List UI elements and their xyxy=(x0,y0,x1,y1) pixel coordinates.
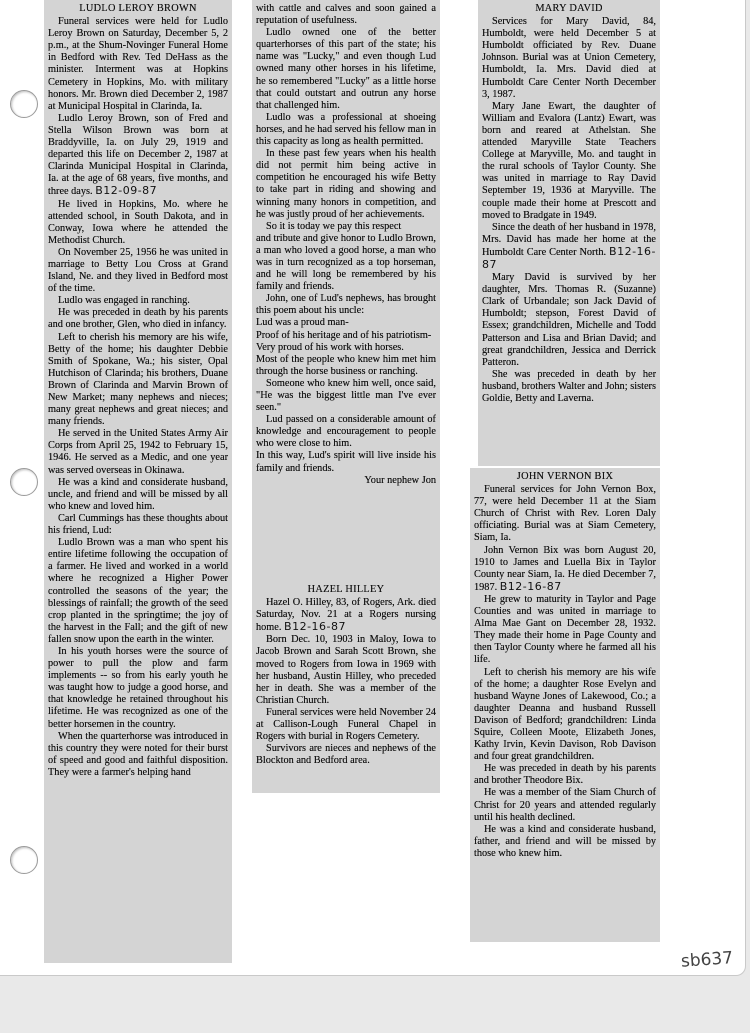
paragraph: He was a member of the Siam Church of Christ for 20 years and attended regularly until his health declined. xyxy=(474,787,656,823)
paragraph: Services for Mary David, 84, Humboldt, were held December 5 at Humboldt officiated by Rev. Duane Johnson. Burial was at Union Cemetery, Humboldt, Ia. Mrs. David died at Humboldt Care Center North December 3, 1987. xyxy=(482,16,656,100)
signature: Your nephew Jon xyxy=(364,474,436,486)
paragraph: When the quarterhorse was introduced in this country they were noted for their burst of speed and good and faithful disposition. They were a farmer's helping hand xyxy=(48,730,228,778)
paragraph: He was preceded in death by his parents and brother Theodore Bix. xyxy=(474,763,656,787)
paragraph: So it is today we pay this respect xyxy=(266,220,402,232)
binder-hole-bottom xyxy=(10,846,38,874)
paragraph: Ludlo owned one of the better quarterhorses of this part of the state; his name was "Lucky," and even though Lud owned many other horses in his lifetime, he so remembered "Lucky" as a little horse that could outstart and outrun any horse that challenged him. xyxy=(256,27,436,111)
paragraph: She was preceded in death by her husband, brothers Walter and John; sisters Goldie, Betty and Laverna. xyxy=(482,368,656,404)
paragraph: Funeral services were held November 24 at Callison-Lough Funeral Chapel in Rogers with burial in Rogers Cemetery. xyxy=(256,706,436,743)
paragraph: Since the death of her husband in 1978, Mrs. David has made her home at the Humboldt Care Center North. B12-16-87 xyxy=(482,221,657,271)
paragraph: John, one of Lud's nephews, has brought this poem about his uncle: xyxy=(256,293,436,317)
paragraph: He lived in Hopkins, Mo. where he attended school, in South Dakota, and in Conway, Iowa where he attended the Methodist Church. xyxy=(48,198,228,246)
paragraph: with cattle and calves and soon gained a reputation of usefulness. xyxy=(256,3,436,27)
paragraph: He served in the United States Army Air Corps from April 25, 1942 to February 15, 1946. He served as a Medic, and one year was served overseas in Okinawa. xyxy=(48,428,228,476)
paragraph: On November 25, 1956 he was united in marriage to Betty Lou Cross at Grand Island, Ne. and they lived in Bedford most of the time. xyxy=(48,246,228,295)
paragraph: Left to cherish his memory are his wife, Betty of the home; his daughter Debbie Smith of Spokane, Wa.; his sister, Opal Hutchison of Clarinda; his brothers, Duane Brown of Clarinda and Marvin Brown of New Market; many nephews and nieces; many great nephews and great nieces; and many friends. xyxy=(48,331,228,428)
paragraph: He was a kind and considerate husband, uncle, and friend and will be missed by all who knew and loved him. xyxy=(48,476,228,512)
binder-hole-top xyxy=(10,90,38,118)
paragraph: He grew to maturity in Taylor and Page Counties and was united in marriage to Alma Mae Gant on December 28, 1932. They made their home in Page County and then Taylor County where he farmed all his life. xyxy=(474,593,656,666)
poem: Lud was a proud man- Proof of his heritage and of his patriotism- Very proud of his work with horses. Most of the people who knew him met him through the horse business or ranching. xyxy=(256,317,436,377)
obituary-title: HAZEL HILLEY xyxy=(307,584,385,595)
paragraph: Funeral services were held for Ludlo Leroy Brown on Saturday, December 5, 2 p.m., at the Shum-Novinger Funeral Home in Bedford with Rev. Ted DeHass as the minister. Interment was at Hopkins Cemetery in Hopkins, Mo. with military honors. Mr. Brown died December 2, 1987 at Municipal Hospital in Clarinda, Ia. xyxy=(48,16,228,112)
paragraph: John Vernon Bix was born August 20, 1910 to James and Luella Bix in Taylor County near Siam, Ia. He died December 7, 1987. B12-16-87 xyxy=(474,544,656,593)
paragraph: Lud passed on a considerable amount of knowledge and encouragement to people who were close to him. xyxy=(256,414,436,450)
paragraph: Ludlo was a professional at shoeing horses, and he had served his fellow man in this capacity as long as health permitted. xyxy=(256,111,436,148)
obituary-hilley xyxy=(252,581,440,793)
obituary-david xyxy=(478,0,660,466)
obituary-bix xyxy=(470,468,660,942)
paragraph: Funeral services for John Vernon Box, 77, were held December 11 at the Siam Church of Christ with Rev. Loren Daly officiating. Burial was at Siam Cemetery, Siam, Ia. xyxy=(474,484,656,544)
obituary-title: MARY DAVID xyxy=(535,3,603,14)
handwritten-date: B12-16-87 xyxy=(284,620,347,634)
handwritten-date: B12-09-87 xyxy=(95,184,158,198)
paragraph: Mary David is survived by her daughter, Mrs. Thomas R. (Suzanne) Clark of Urbandale; son Jack David of Humboldt; stepson, Forest David of Essex; grandchildren, Michelle and Todd Patterson and Lisa and Brian David; and great grandchildren, Jessica and Derrick Patteron. xyxy=(482,272,656,368)
obituary-title: LUDLO LEROY BROWN xyxy=(79,3,197,14)
paragraph: He was preceded in death by his parents and one brother, Glen, who died in infancy. xyxy=(48,307,228,331)
paragraph: Ludlo Brown was a man who spent his entire lifetime following the occupation of a farmer. He lived and worked in a world where he recognized a Higher Power controlled the seasons of the year; the blessings of rainfall; the growth of the seed crop planted in the springtime; the joy of the harvest in the Fall; and the gift of new fallen snow upon the earth in the winter. xyxy=(48,537,228,645)
obituary-brown-column-1 xyxy=(44,0,232,963)
handwritten-page-number: sb637 xyxy=(680,948,734,972)
obituary-brown-column-2 xyxy=(252,0,440,582)
paragraph: and tribute and give honor to Ludlo Brown, a man who loved a good horse, a man who was in turn recognized as a top horseman, and he will long be remembered by his family and friends. xyxy=(256,232,436,293)
paragraph: Hazel O. Hilley, 83, of Rogers, Ark. died Saturday, Nov. 21 at a Rogers nursing home. B12-16-87 xyxy=(256,597,436,634)
paragraph: Survivors are nieces and nephews of the Blockton and Bedford area. xyxy=(256,743,436,767)
paragraph: He was a kind and considerate husband, father, and friend and will be missed by those who knew him. xyxy=(474,823,656,859)
paragraph: Someone who knew him well, once said, "He was the biggest little man I've ever seen." xyxy=(256,377,436,414)
paragraph: In his youth horses were the source of power to pull the plow and farm implements -- so from his early youth he was taught how to judge a good horse, and that knowledge he retained throughout his lifetime. He was recognized as one of the better horsemen in the country. xyxy=(48,645,228,730)
handwritten-date: B12-16-87 xyxy=(482,244,657,271)
handwritten-date: B12-16-87 xyxy=(499,579,562,593)
paragraph: Ludlo was engaged in ranching. xyxy=(58,295,190,307)
paragraph: Ludlo Leroy Brown, son of Fred and Stella Wilson Brown was born at Braddyville, Ia. on July 29, 1919 and departed this life on December 2, 1987 at Clarinda Municipal Hospital in Clarinda, Ia. at the age of 68 years, five months, and three days. B12-09-87 xyxy=(48,112,228,198)
paragraph: In these past few years when his health did not permit him being active in competition he encouraged his wife Betty to take part in riding and showing and winning many honors in competition, and he was justly proud of her achievements. xyxy=(256,148,436,220)
obituary-title: JOHN VERNON BIX xyxy=(516,471,614,482)
paragraph: Left to cherish his memory are his wife of the home; a daughter Rose Evelyn and husband Wayne Jones of Lakewood, Co.; a daughter Deanna and husband Russell Davison of Bedford; grandchildren: Linda Squire, Colleen Moote, Elizabeth Jones, Kathy Irvin, Kevin Davison, Rob Davison and four great grandchildren. xyxy=(474,666,656,763)
paragraph: Mary Jane Ewart, the daughter of William and Evalora (Lantz) Ewart, was born and reared at Athelstan. She attended Maryville State Teachers College at Maryville, Mo. and taught in the rural schools of Taylor County. She was united in marriage to Ray David September 19, 1936 at Maryville. The couple made their home at Prescott and moved to Bradgate in 1949. xyxy=(482,100,656,221)
paragraph: Born Dec. 10, 1903 in Maloy, Iowa to Jacob Brown and Sarah Scott Brown, she moved to Rogers from Iowa in 1969 with her husband, Austin Hilley, who preceded her in death. She was a member of the Christian Church. xyxy=(256,634,436,706)
paragraph: In this way, Lud's spirit will live inside his family and friends. xyxy=(256,450,436,474)
paragraph: Carl Cummings has these thoughts about his friend, Lud: xyxy=(48,512,228,537)
binder-hole-middle xyxy=(10,468,38,496)
